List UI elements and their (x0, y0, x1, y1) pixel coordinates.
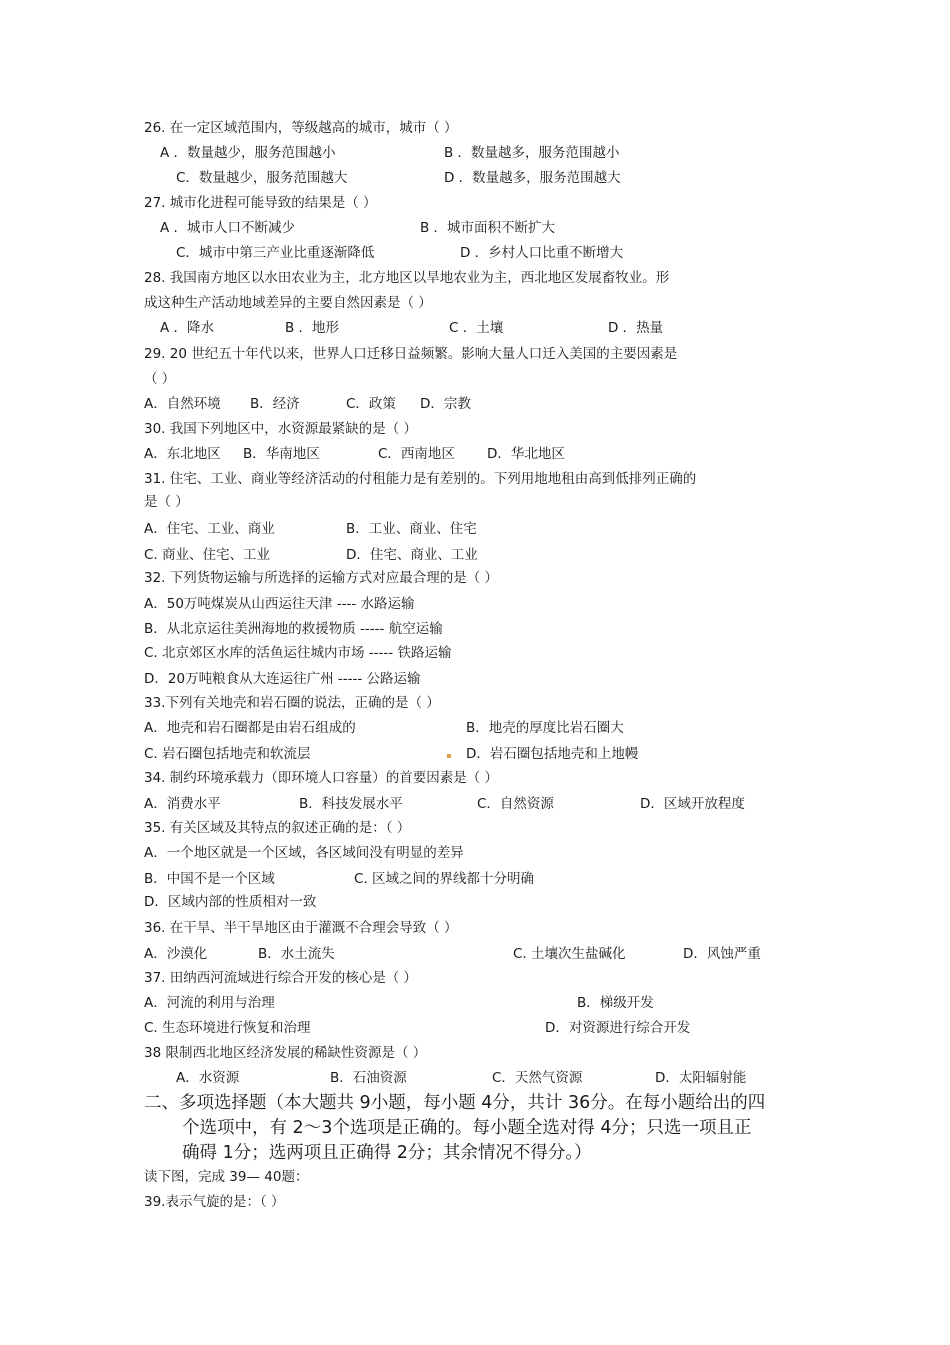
q30-option-a: A．东北地区 (144, 446, 221, 462)
q30-stem: 30. 我国下列地区中，水资源最紧缺的是（ ） (144, 421, 418, 437)
q37-option-b: B．梯级开发 (577, 995, 654, 1011)
q35-option-b: B．中国不是一个区域 (144, 871, 275, 887)
q32-option-c: C. 北京郊区水库的活鱼运往城内市场 ----- 铁路运输 (144, 645, 452, 661)
q29-option-c: C．政策 (346, 396, 396, 412)
q37-option-c: C. 生态环境进行恢复和治理 (144, 1020, 311, 1036)
q38-stem: 38 限制西北地区经济发展的稀缺性资源是（ ） (144, 1045, 427, 1061)
q32-stem: 32. 下列货物运输与所选择的运输方式对应最合理的是（ ） (144, 570, 499, 586)
q33-option-a: A．地壳和岩石圈都是由岩石组成的 (144, 720, 356, 736)
q34-option-b: B．科技发展水平 (299, 796, 403, 812)
q36-option-b: B．水土流失 (258, 946, 335, 962)
q31-option-a: A．住宅、工业、商业 (144, 521, 275, 537)
section2-heading-line3: 确碍 1分；选两项且正确得 2分；其余情况不得分。） (182, 1143, 592, 1163)
q27-option-d: D ．乡村人口比重不断增大 (460, 245, 624, 261)
q28-stem-line1: 28. 我国南方地区以水田农业为主，北方地区以旱地农业为主，西北地区发展畜牧业。形 (144, 270, 670, 286)
q38-option-b: B．石油资源 (330, 1070, 407, 1086)
q36-option-c: C. 土壤次生盐碱化 (513, 946, 626, 962)
q36-option-a: A．沙漠化 (144, 946, 208, 962)
q35-option-c: C. 区域之间的界线都十分明确 (354, 871, 535, 887)
q26-option-d: D ．数量越多，服务范围越大 (444, 170, 621, 186)
decorative-dot (447, 754, 451, 758)
q30-option-d: D．华北地区 (487, 446, 565, 462)
q28-stem-line2: 成这种生产活动地域差异的主要自然因素是（ ） (144, 295, 432, 311)
q35-stem: 35. 有关区域及其特点的叙述正确的是：（ ） (144, 820, 411, 836)
q31-option-c: C. 商业、住宅、工业 (144, 547, 271, 563)
q37-stem: 37. 田纳西河流域进行综合开发的核心是（ ） (144, 970, 418, 986)
q28-option-c: C ．土壤 (449, 320, 504, 336)
q28-option-b: B ．地形 (285, 320, 340, 336)
q29-option-a: A．自然环境 (144, 396, 221, 412)
q28-option-d: D ．热量 (608, 320, 664, 336)
q27-stem: 27. 城市化进程可能导致的结果是（ ） (144, 195, 377, 211)
q33-stem: 33.下列有关地壳和岩石圈的说法，正确的是（ ） (144, 695, 440, 711)
q28-option-a: A ．降水 (160, 320, 215, 336)
q33-option-b: B．地壳的厚度比岩石圈大 (466, 720, 624, 736)
q32-option-b: B．从北京运往美洲海地的救援物质 ----- 航空运输 (144, 621, 443, 637)
q30-option-b: B．华南地区 (243, 446, 320, 462)
q38-option-d: D．太阳辐射能 (655, 1070, 747, 1086)
q32-option-a: A．50万吨煤炭从山西运往天津 ---- 水路运输 (144, 596, 415, 612)
section2-heading-line1: 二、多项选择题（本大题共 9小题，每小题 4分，共计 36分。在每小题给出的四 (144, 1093, 766, 1113)
q33-option-d: D．岩石圈包括地壳和上地幔 (466, 746, 639, 762)
q33-option-c: C. 岩石圈包括地壳和软流层 (144, 746, 311, 762)
q26-option-c: C．数量越少，服务范围越大 (176, 170, 348, 186)
q31-stem-line1: 31. 住宅、工业、商业等经济活动的付租能力是有差别的。下列用地地租由高到低排列正确的 (144, 471, 697, 487)
q34-stem: 34. 制约环境承载力（即环境人口容量）的首要因素是（ ） (144, 770, 499, 786)
q29-option-b: B．经济 (250, 396, 300, 412)
q26-option-b: B ．数量越多，服务范围越小 (444, 145, 620, 161)
q38-option-c: C．天然气资源 (492, 1070, 583, 1086)
q37-option-d: D．对资源进行综合开发 (545, 1020, 691, 1036)
q29-option-d: D．宗教 (420, 396, 471, 412)
q30-option-c: C．西南地区 (378, 446, 455, 462)
q34-option-a: A．消费水平 (144, 796, 221, 812)
q34-option-c: C．自然资源 (477, 796, 554, 812)
q29-stem-line2: （ ） (144, 371, 176, 387)
q37-option-a: A．河流的利用与治理 (144, 995, 275, 1011)
q34-option-d: D．区域开放程度 (640, 796, 745, 812)
q39-stem: 39.表示气旋的是：（ ） (144, 1194, 285, 1210)
q27-option-c: C．城市中第三产业比重逐渐降低 (176, 245, 375, 261)
q35-option-d: D．区域内部的性质相对一致 (144, 894, 317, 910)
q31-stem-line2: 是（ ） (144, 494, 189, 510)
q35-option-a: A．一个地区就是一个区域，各区域间没有明显的差异 (144, 845, 464, 861)
q26-option-a: A ．数量越少，服务范围越小 (160, 145, 336, 161)
q32-option-d: D．20万吨粮食从大连运往广州 ----- 公路运输 (144, 671, 421, 687)
q38-option-a: A．水资源 (176, 1070, 240, 1086)
q26-stem: 26. 在一定区域范围内，等级越高的城市，城市（ ） (144, 120, 458, 136)
q27-option-b: B ．城市面积不断扩大 (420, 220, 556, 236)
q31-option-b: B．工业、商业、住宅 (346, 521, 477, 537)
q36-option-d: D．风蚀严重 (683, 946, 761, 962)
section2-heading-line2: 个选项中，有 2～3个选项是正确的。每小题全选对得 4分；只选一项且正 (182, 1118, 752, 1138)
q27-option-a: A ．城市人口不断减少 (160, 220, 296, 236)
q31-option-d: D．住宅、商业、工业 (346, 547, 478, 563)
q36-stem: 36. 在干旱、半干旱地区由于灌溉不合理会导致（ ） (144, 920, 458, 936)
figure-intro: 读下图，完成 39— 40题： (144, 1169, 309, 1185)
q29-stem-line1: 29. 20 世纪五十年代以来，世界人口迁移日益频繁。影响大量人口迁入美国的主要因素是 (144, 346, 678, 362)
